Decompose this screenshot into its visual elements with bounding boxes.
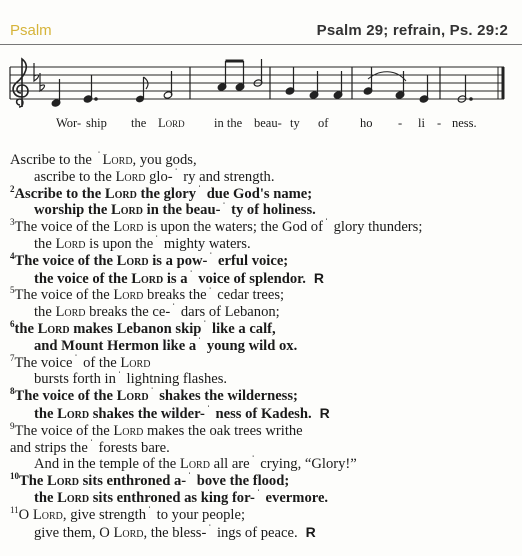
verse-line: And in the temple of the Lord all are $^ˈ$ crying, “Glory!” bbox=[34, 454, 357, 473]
verse-line: $^7$The voice $^ˈ$ of the Lord bbox=[10, 352, 151, 371]
psalm-text bbox=[10, 152, 515, 541]
verse-line: the voice of the Lord is a $^ˈ$ voice of splendor. R bbox=[34, 268, 325, 287]
refrain-marker: R bbox=[319, 404, 330, 421]
verse-line: $^{11}$O Lord, give strength $^ˈ$ to your people; bbox=[10, 504, 246, 523]
section-label: Psalm bbox=[10, 22, 52, 39]
verse-line: worship the Lord in the beau- $^ˈ$ ty of holiness. bbox=[34, 200, 316, 219]
lyric-syllable: beau- bbox=[254, 116, 282, 130]
psalm-reference: Psalm 29; refrain, Ps. 29:2 bbox=[316, 22, 508, 39]
verse-line: $^2$Ascribe to the Lord the glory $^ˈ$ due God's name; bbox=[10, 183, 313, 202]
lyric-syllable: ship bbox=[86, 116, 107, 130]
verse-number: 10 bbox=[10, 471, 19, 482]
verse-line: the Lord sits enthroned as king for- $^ˈ$ evermore. bbox=[34, 488, 329, 506]
verse-number: 3 bbox=[10, 217, 15, 228]
verse-line: $^6$the Lord makes Lebanon skip $^ˈ$ like a calf, bbox=[10, 319, 276, 337]
refrain-lyrics bbox=[0, 116, 522, 136]
lyric-syllable: - bbox=[437, 116, 442, 130]
verse-line: $^4$The voice of the Lord is a pow- $^ˈ$ erful voice; bbox=[10, 250, 289, 269]
refrain-staff bbox=[0, 55, 522, 117]
refrain-marker: R bbox=[313, 269, 325, 286]
verse-number: 8 bbox=[10, 386, 15, 397]
verse-number: 9 bbox=[10, 420, 15, 431]
verse-number: 7 bbox=[10, 352, 15, 363]
lyric-syllable: ho bbox=[360, 116, 373, 130]
verse-line: bursts forth in $^ˈ$ lightning flashes. bbox=[34, 369, 228, 388]
verse-line: $^8$The voice of the Lord $^ˈ$ shakes the wilderness; bbox=[10, 386, 298, 405]
lyric-syllable: of bbox=[318, 116, 329, 130]
verse-line: and strips the $^ˈ$ forests bare. bbox=[10, 437, 170, 456]
verse-number: 2 bbox=[10, 183, 15, 194]
verse-line: give them, O Lord, the bless- $^ˈ$ ings of peace. R bbox=[34, 522, 316, 541]
verse-number: 11 bbox=[10, 504, 19, 515]
verse-line: Ascribe to the $^ˈ$ Lord, you gods, bbox=[10, 150, 197, 168]
lyric-syllable: li bbox=[418, 116, 425, 130]
lyric-syllable: Lord bbox=[158, 116, 185, 130]
verse-line: the Lord breaks the ce- $^ˈ$ dars of Lebanon; bbox=[34, 302, 280, 321]
verse-line: $^3$The voice of the Lord is upon the waters; the God of $^ˈ$ glory thunders; bbox=[10, 217, 423, 236]
verse-line: and Mount Hermon like a $^ˈ$ young wild ox. bbox=[34, 335, 298, 354]
verse-line: $^{10}$The Lord sits enthroned a- $^ˈ$ bove the flood; bbox=[10, 471, 290, 490]
verse-number: 5 bbox=[10, 285, 15, 296]
verse-line: $^9$The voice of the Lord makes the oak trees writhe bbox=[10, 420, 303, 439]
lyric-syllable: the bbox=[131, 116, 147, 130]
staff-lines bbox=[10, 67, 504, 99]
verse-number: 6 bbox=[10, 319, 15, 330]
verse-number: 4 bbox=[10, 250, 15, 261]
refrain-marker: R bbox=[305, 523, 316, 540]
verse-line: ascribe to the Lord glo- $^ˈ$ ry and strength. bbox=[34, 166, 275, 185]
lyric-syllable: Wor- bbox=[56, 116, 82, 130]
verse-line: the Lord shakes the wilder- $^ˈ$ ness of Kadesh. R bbox=[34, 404, 330, 422]
verse-line: the Lord is upon the $^ˈ$ mighty waters. bbox=[34, 234, 251, 252]
verse-line: $^5$The voice of the Lord breaks the $^ˈ$ cedar trees; bbox=[10, 285, 285, 304]
lyric-syllable: in the bbox=[214, 116, 243, 130]
page-header bbox=[0, 0, 522, 45]
lyric-syllable: - bbox=[398, 116, 403, 130]
lyric-syllable: ness. bbox=[452, 116, 477, 130]
lyric-syllable: ty bbox=[290, 116, 300, 130]
